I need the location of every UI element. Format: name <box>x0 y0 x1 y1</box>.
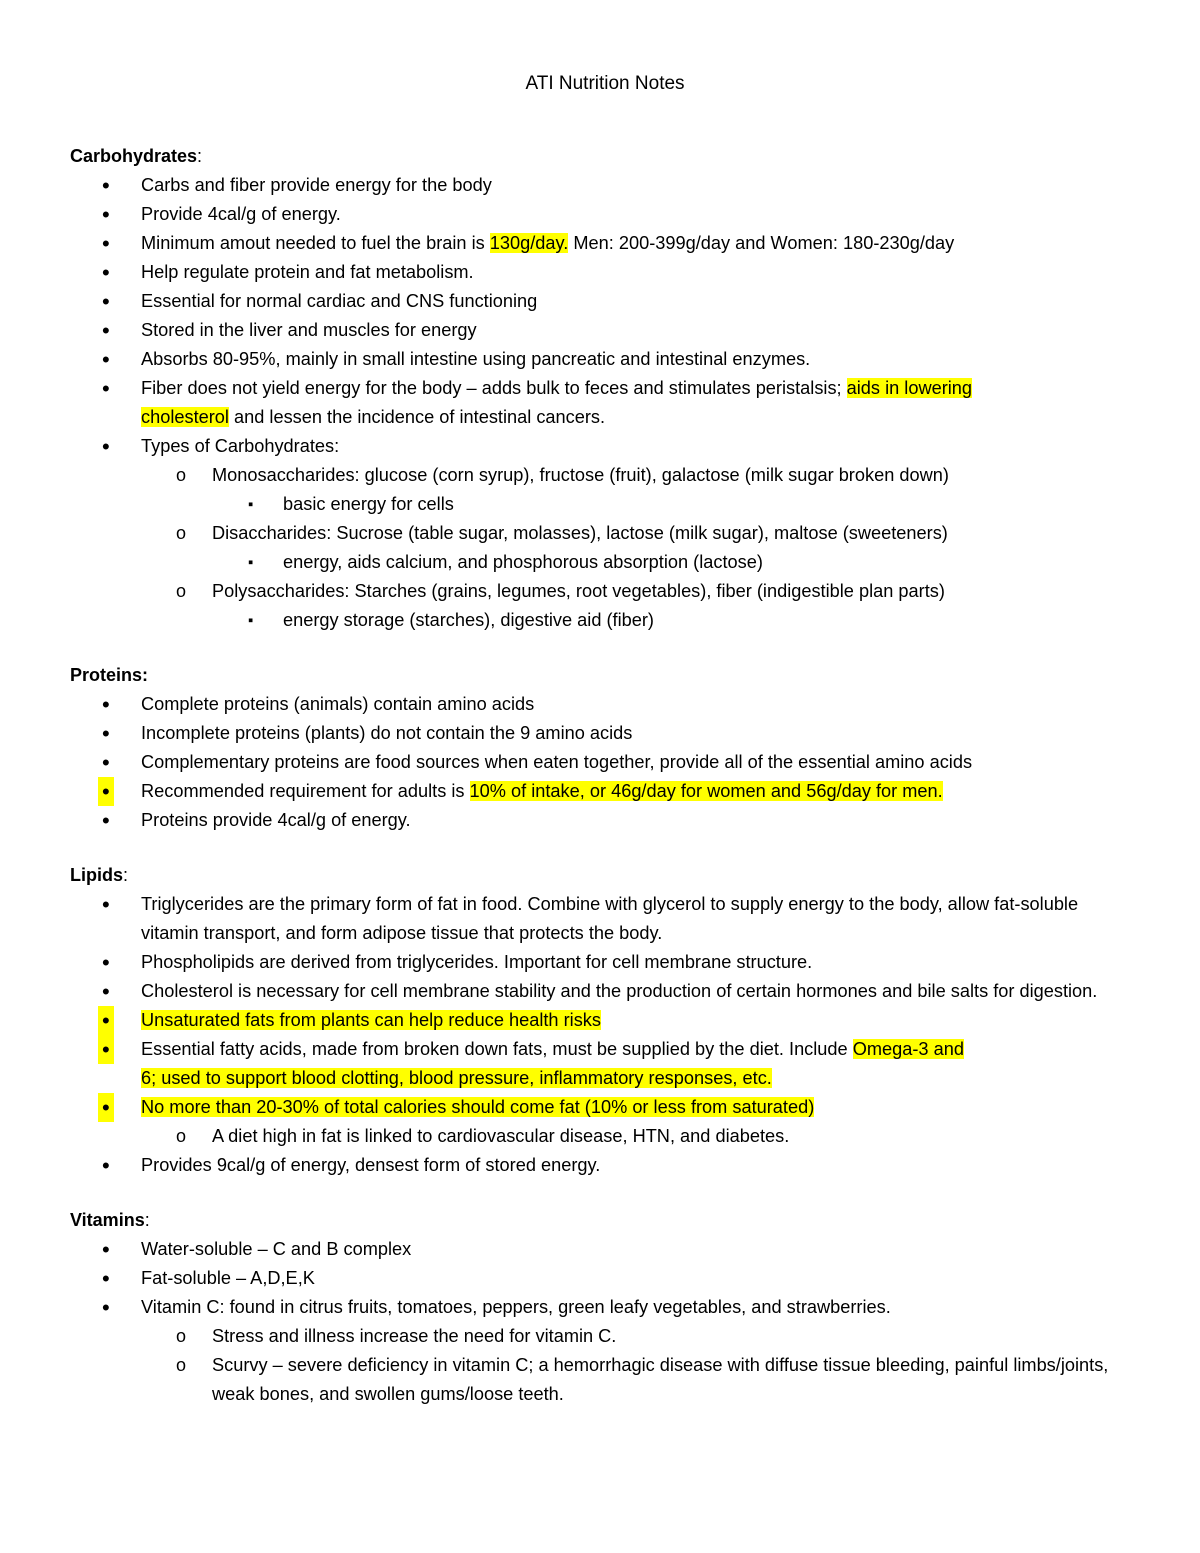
section-heading-carbohydrates: Carbohydrates: <box>70 146 203 166</box>
list-item: • Cholesterol is necessary for cell membrane stability and the production of certain hormones and bile salts for digestion. <box>70 977 1140 1006</box>
list-item: • Vitamin C: found in citrus fruits, tomatoes, peppers, green leafy vegetables, and strawberries. <box>70 1293 1140 1322</box>
list-item: o Polysaccharides: Starches (grains, legumes, root vegetables), fiber (indigestible plan parts) <box>70 577 1140 606</box>
list-item: o Stress and illness increase the need for vitamin C. <box>70 1322 1140 1351</box>
highlighted-text: 130g/day. <box>489 233 569 253</box>
list-item: • Absorbs 80-95%, mainly in small intestine using pancreatic and intestinal enzymes. <box>70 345 1140 374</box>
vitamins-list <box>70 1235 1140 1409</box>
list-item: • Proteins provide 4cal/g of energy. <box>70 806 1140 835</box>
list-item: • Stored in the liver and muscles for energy <box>70 316 1140 345</box>
list-item: • Provide 4cal/g of energy. <box>70 200 1140 229</box>
list-item <box>70 1093 1140 1122</box>
highlighted-text: 6; used to support blood clotting, blood pressure, inflammatory responses, etc. <box>141 1068 772 1088</box>
list-item: o Scurvy – severe deficiency in vitamin C; a hemorrhagic disease with diffuse tissue bleeding, painful limbs/joints, weak bones, and swollen gums/loose teeth. <box>70 1351 1140 1409</box>
proteins-list <box>70 690 1140 835</box>
list-item: • Provides 9cal/g of energy, densest form of stored energy. <box>70 1151 1140 1180</box>
highlighted-text: Unsaturated fats from plants can help reduce health risks <box>141 1010 601 1030</box>
list-item: ▪ basic energy for cells <box>70 490 1140 519</box>
section-vitamins <box>70 1206 1140 1409</box>
section-carbohydrates <box>70 142 1140 635</box>
highlighted-text: 10% of intake, or 46g/day for women and 56g/day for men. <box>469 781 943 801</box>
list-item: o Monosaccharides: glucose (corn syrup), fructose (fruit), galactose (milk sugar broken down) <box>70 461 1140 490</box>
list-item: • Help regulate protein and fat metabolism. <box>70 258 1140 287</box>
page-title: ATI Nutrition Notes <box>525 73 685 94</box>
list-item: • Incomplete proteins (plants) do not contain the 9 amino acids <box>70 719 1140 748</box>
list-item: • Fiber does not yield energy for the body – adds bulk to feces and stimulates peristalsis; aids in lowering cholesterol and lessen the incidence of intestinal cancers. <box>70 374 1140 432</box>
section-heading-lipids: Lipids: <box>70 865 129 885</box>
list-item: ▪ energy storage (starches), digestive aid (fiber) <box>70 606 1140 635</box>
section-heading-vitamins: Vitamins: <box>70 1210 150 1230</box>
list-item: • Complementary proteins are food sources when eaten together, provide all of the essential amino acids <box>70 748 1140 777</box>
list-item: • Triglycerides are the primary form of fat in food. Combine with glycerol to supply energy to the body, allow fat-soluble vitamin transport, and form adipose tissue that protects the body. <box>70 890 1140 948</box>
list-item: • Water-soluble – C and B complex <box>70 1235 1140 1264</box>
highlighted-text: No more than 20-30% of total calories should come fat (10% or less from saturated) <box>141 1097 815 1117</box>
list-item: • Fat-soluble – A,D,E,K <box>70 1264 1140 1293</box>
list-item: • Essential fatty acids, made from broken down fats, must be supplied by the diet. Include Omega-3 and 6; used to support blood clotting, blood pressure, inflammatory responses, etc. <box>70 1035 1140 1093</box>
highlighted-text: Omega-3 and <box>852 1039 964 1059</box>
list-item: • Phospholipids are derived from triglycerides. Important for cell membrane structure. <box>70 948 1140 977</box>
list-item: • Types of Carbohydrates: <box>70 432 1140 461</box>
carbohydrates-list <box>70 171 1140 635</box>
section-proteins <box>70 661 1140 835</box>
section-heading-proteins: Proteins: <box>70 665 149 685</box>
list-item: o Disaccharides: Sucrose (table sugar, molasses), lactose (milk sugar), maltose (sweeteners) <box>70 519 1140 548</box>
list-item: • Recommended requirement for adults is 10% of intake, or 46g/day for women and 56g/day for men. <box>70 777 1140 806</box>
list-item: ▪ energy, aids calcium, and phosphorous absorption (lactose) <box>70 548 1140 577</box>
list-item <box>70 1006 1140 1035</box>
lipids-list <box>70 890 1140 1180</box>
list-item: • Essential for normal cardiac and CNS functioning <box>70 287 1140 316</box>
section-lipids <box>70 861 1140 1180</box>
list-item: • Complete proteins (animals) contain amino acids <box>70 690 1140 719</box>
list-item: • Minimum amout needed to fuel the brain is 130g/day. Men: 200-399g/day and Women: 180-230g/day <box>70 229 1140 258</box>
list-item: o A diet high in fat is linked to cardiovascular disease, HTN, and diabetes. <box>70 1122 1140 1151</box>
list-item: • Carbs and fiber provide energy for the body <box>70 171 1140 200</box>
highlighted-text: aids in lowering <box>846 378 973 398</box>
highlighted-text: cholesterol <box>141 407 229 427</box>
